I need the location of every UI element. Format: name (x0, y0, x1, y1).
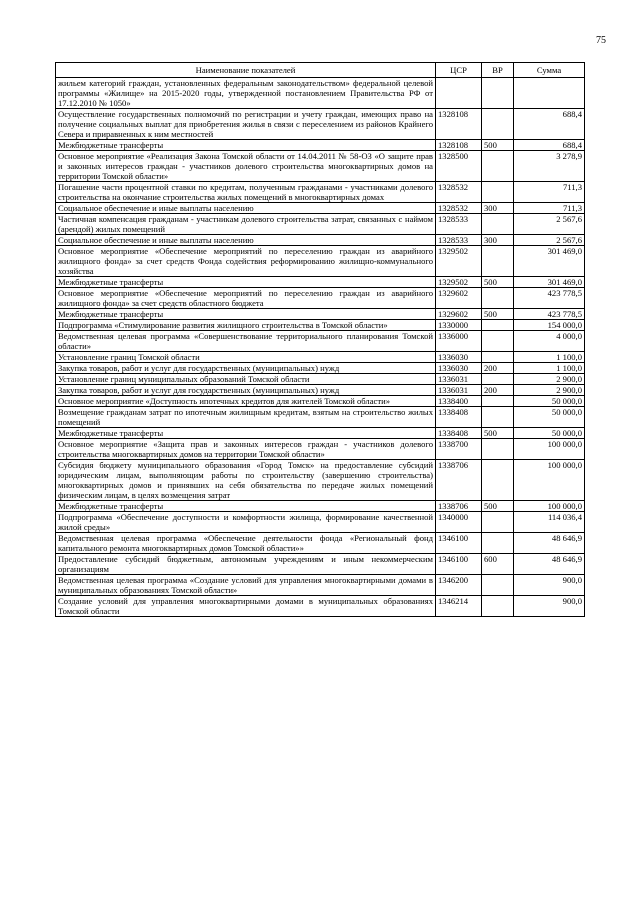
row-sum-cell: 1 100,0 (514, 363, 585, 374)
table-row (56, 533, 585, 554)
row-vr-cell (482, 182, 514, 203)
row-name-cell: Подпрограмма «Стимулирование развития жилищного строительства в Томской области» (56, 320, 436, 331)
row-vr-cell (482, 352, 514, 363)
table-row (56, 575, 585, 596)
row-vr-cell (482, 246, 514, 277)
row-csr-cell: 1336030 (436, 363, 482, 374)
row-sum-cell: 48 646,9 (514, 533, 585, 554)
table-row (56, 182, 585, 203)
row-vr-cell (482, 214, 514, 235)
row-name-cell: Межбюджетные трансферты (56, 501, 436, 512)
row-name-cell: Субсидия бюджету муниципального образования «Город Томск» на предоставление субсидий юридическим лицам, выполняющим работы по строительству (завершению строительства) многоквартирных домов и принявших на себя обязательства по передаче жилых помещений физическим лицам, в целях возмещения затрат (56, 460, 436, 501)
row-vr-cell (482, 320, 514, 331)
row-vr-cell: 200 (482, 363, 514, 374)
row-csr-cell: 1346214 (436, 596, 482, 617)
row-vr-cell: 500 (482, 140, 514, 151)
row-csr-cell: 1338706 (436, 460, 482, 501)
header-vr: ВР (482, 63, 514, 78)
row-csr-cell: 1328108 (436, 140, 482, 151)
row-sum-cell: 3 278,9 (514, 151, 585, 182)
row-name-cell: Межбюджетные трансферты (56, 277, 436, 288)
row-name-cell: Ведомственная целевая программа «Обеспечение деятельности фонда «Региональный фонд капитального ремонта многоквартирных домов Томской области»» (56, 533, 436, 554)
row-name-cell: Закупка товаров, работ и услуг для государственных (муниципальных) нужд (56, 363, 436, 374)
table-row (56, 277, 585, 288)
table-row (56, 396, 585, 407)
row-name-cell: Ведомственная целевая программа «Создание условий для управления многоквартирными домами в муниципальных образованиях Томской области» (56, 575, 436, 596)
row-vr-cell (482, 533, 514, 554)
row-name-cell: Предоставление субсидий бюджетным, автономным учреждениям и иным некоммерческим организациям (56, 554, 436, 575)
row-name-cell: Основное мероприятие «Обеспечение мероприятий по переселению граждан из аварийного жилищного фонда» за счет средств Фонда содействия реформированию жилищно-коммунального хозяйства (56, 246, 436, 277)
table-body (56, 78, 585, 617)
row-sum-cell: 301 469,0 (514, 246, 585, 277)
row-sum-cell: 2 900,0 (514, 374, 585, 385)
row-name-cell: Создание условий для управления многоквартирными домами в муниципальных образованиях Томской области (56, 596, 436, 617)
table-row (56, 501, 585, 512)
table-row (56, 320, 585, 331)
row-csr-cell: 1328500 (436, 151, 482, 182)
row-sum-cell: 688,4 (514, 140, 585, 151)
row-csr-cell: 1329502 (436, 277, 482, 288)
row-sum-cell: 688,4 (514, 109, 585, 140)
table-row (56, 407, 585, 428)
table-row (56, 140, 585, 151)
row-sum-cell: 100 000,0 (514, 501, 585, 512)
row-vr-cell (482, 460, 514, 501)
row-sum-cell: 100 000,0 (514, 439, 585, 460)
row-csr-cell: 1328532 (436, 182, 482, 203)
row-sum-cell: 100 000,0 (514, 460, 585, 501)
row-csr-cell (436, 78, 482, 109)
header-csr: ЦСР (436, 63, 482, 78)
table-row (56, 385, 585, 396)
row-csr-cell: 1328532 (436, 203, 482, 214)
row-csr-cell: 1328533 (436, 235, 482, 246)
row-sum-cell: 50 000,0 (514, 428, 585, 439)
row-csr-cell: 1336030 (436, 352, 482, 363)
table-header-row (56, 63, 585, 78)
table-row (56, 203, 585, 214)
row-vr-cell (482, 512, 514, 533)
row-sum-cell: 711,3 (514, 203, 585, 214)
row-sum-cell: 2 567,6 (514, 214, 585, 235)
row-vr-cell: 300 (482, 203, 514, 214)
row-name-cell: Социальное обеспечение и иные выплаты населению (56, 235, 436, 246)
row-sum-cell: 114 036,4 (514, 512, 585, 533)
row-name-cell: Установление границ Томской области (56, 352, 436, 363)
row-name-cell: Ведомственная целевая программа «Совершенствование территориального планирования Томской области» (56, 331, 436, 352)
row-csr-cell: 1346200 (436, 575, 482, 596)
row-csr-cell: 1346100 (436, 533, 482, 554)
table-row (56, 246, 585, 277)
row-vr-cell (482, 374, 514, 385)
row-vr-cell: 500 (482, 428, 514, 439)
row-csr-cell: 1346100 (436, 554, 482, 575)
row-vr-cell (482, 109, 514, 140)
row-sum-cell (514, 78, 585, 109)
row-csr-cell: 1329502 (436, 246, 482, 277)
row-vr-cell: 300 (482, 235, 514, 246)
table-row (56, 309, 585, 320)
table-row (56, 288, 585, 309)
row-vr-cell (482, 331, 514, 352)
row-name-cell: Погашение части процентной ставки по кредитам, полученным гражданами - участниками долевого строительства на окончание строительства жилых помещений в многоквартирных домах (56, 182, 436, 203)
row-name-cell: Частичная компенсация гражданам - участникам долевого строительства затрат, связанных с наймом (арендой) жилых помещений (56, 214, 436, 235)
row-sum-cell: 48 646,9 (514, 554, 585, 575)
row-vr-cell: 200 (482, 385, 514, 396)
row-name-cell: Основное мероприятие «Реализация Закона Томской области от 14.04.2011 № 58-ОЗ «О защите прав и законных интересов граждан - участников долевого строительства многоквартирных домов на территории Томской области» (56, 151, 436, 182)
row-sum-cell: 900,0 (514, 596, 585, 617)
row-vr-cell (482, 575, 514, 596)
row-vr-cell (482, 439, 514, 460)
row-name-cell: жильем категорий граждан, установленных федеральным законодательством» федеральной целевой программы «Жилище» на 2015-2020 годы, утвержденной постановлением Правительства РФ от 17.12.2010 № 1050» (56, 78, 436, 109)
row-vr-cell (482, 407, 514, 428)
table-row (56, 331, 585, 352)
table-row (56, 78, 585, 109)
table-row (56, 214, 585, 235)
row-csr-cell: 1338400 (436, 396, 482, 407)
row-sum-cell: 2 900,0 (514, 385, 585, 396)
row-name-cell: Осуществление государственных полномочий по регистрации и учету граждан, имеющих право на получение социальных выплат для приобретения жилья в связи с переселением из районов Крайнего Севера и приравненных к ним местностей (56, 109, 436, 140)
row-sum-cell: 711,3 (514, 182, 585, 203)
table-row (56, 363, 585, 374)
table-row (56, 460, 585, 501)
table-row (56, 352, 585, 363)
row-csr-cell: 1336031 (436, 385, 482, 396)
row-csr-cell: 1338706 (436, 501, 482, 512)
row-name-cell: Основное мероприятие «Доступность ипотечных кредитов для жителей Томской области» (56, 396, 436, 407)
row-csr-cell: 1338408 (436, 428, 482, 439)
table-row (56, 109, 585, 140)
row-vr-cell: 500 (482, 501, 514, 512)
row-csr-cell: 1338408 (436, 407, 482, 428)
row-name-cell: Установление границ муниципальных образований Томской области (56, 374, 436, 385)
row-sum-cell: 900,0 (514, 575, 585, 596)
table-row (56, 439, 585, 460)
row-vr-cell (482, 78, 514, 109)
table-row (56, 596, 585, 617)
row-csr-cell: 1328533 (436, 214, 482, 235)
page-number: 75 (596, 35, 606, 46)
row-name-cell: Возмещение гражданам затрат по ипотечным жилищным кредитам, взятым на строительство жилых помещений (56, 407, 436, 428)
row-vr-cell (482, 396, 514, 407)
row-vr-cell (482, 151, 514, 182)
row-csr-cell: 1340000 (436, 512, 482, 533)
row-csr-cell: 1330000 (436, 320, 482, 331)
table-row (56, 512, 585, 533)
budget-table (55, 62, 585, 617)
row-csr-cell: 1336000 (436, 331, 482, 352)
header-sum: Сумма (514, 63, 585, 78)
table-row (56, 554, 585, 575)
row-sum-cell: 50 000,0 (514, 407, 585, 428)
row-csr-cell: 1329602 (436, 309, 482, 320)
table-row (56, 151, 585, 182)
table-row (56, 235, 585, 246)
row-sum-cell: 2 567,6 (514, 235, 585, 246)
row-name-cell: Основное мероприятие «Обеспечение мероприятий по переселению граждан из аварийного жилищного фонда» за счет средств областного бюджета (56, 288, 436, 309)
row-name-cell: Подпрограмма «Обеспечение доступности и комфортности жилища, формирование качественной жилой среды» (56, 512, 436, 533)
table-row (56, 374, 585, 385)
row-csr-cell: 1338700 (436, 439, 482, 460)
row-name-cell: Социальное обеспечение и иные выплаты населению (56, 203, 436, 214)
row-sum-cell: 301 469,0 (514, 277, 585, 288)
row-sum-cell: 423 778,5 (514, 309, 585, 320)
row-vr-cell (482, 596, 514, 617)
row-vr-cell: 500 (482, 277, 514, 288)
header-name: Наименование показателей (56, 63, 436, 78)
row-sum-cell: 4 000,0 (514, 331, 585, 352)
row-csr-cell: 1329602 (436, 288, 482, 309)
row-name-cell: Межбюджетные трансферты (56, 428, 436, 439)
table-row (56, 428, 585, 439)
row-sum-cell: 50 000,0 (514, 396, 585, 407)
row-name-cell: Основное мероприятие «Защита прав и законных интересов граждан - участников долевого строительства многоквартирных домов на территории Томской области» (56, 439, 436, 460)
row-sum-cell: 154 000,0 (514, 320, 585, 331)
row-csr-cell: 1336031 (436, 374, 482, 385)
row-vr-cell: 500 (482, 309, 514, 320)
row-sum-cell: 1 100,0 (514, 352, 585, 363)
row-name-cell: Межбюджетные трансферты (56, 140, 436, 151)
row-csr-cell: 1328108 (436, 109, 482, 140)
row-sum-cell: 423 778,5 (514, 288, 585, 309)
row-vr-cell (482, 288, 514, 309)
row-vr-cell: 600 (482, 554, 514, 575)
row-name-cell: Межбюджетные трансферты (56, 309, 436, 320)
row-name-cell: Закупка товаров, работ и услуг для государственных (муниципальных) нужд (56, 385, 436, 396)
